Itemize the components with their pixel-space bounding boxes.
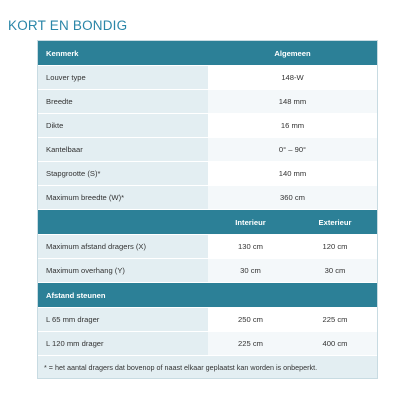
- row-value-interieur: 130 cm: [208, 235, 293, 258]
- table-header-locations: [38, 210, 377, 235]
- row-value: 148 mm: [208, 90, 377, 113]
- row-label: Kantelbaar: [38, 138, 208, 161]
- row-value-interieur: 225 cm: [208, 332, 293, 355]
- row-value: 140 mm: [208, 162, 377, 185]
- page-title: KORT EN BONDIG: [8, 18, 128, 33]
- table-header-supports: [38, 283, 377, 308]
- table-row: [38, 162, 377, 186]
- row-label: L 65 mm drager: [38, 308, 208, 331]
- row-label: Stapgrootte (S)*: [38, 162, 208, 185]
- row-value: 16 mm: [208, 114, 377, 137]
- row-value: 148-W: [208, 66, 377, 89]
- table-row: [38, 138, 377, 162]
- row-value-interieur: 250 cm: [208, 308, 293, 331]
- header-kenmerk: Kenmerk: [38, 41, 208, 65]
- table-row: [38, 235, 377, 259]
- row-value-exterieur: 225 cm: [293, 308, 377, 331]
- table-row: [38, 66, 377, 90]
- header-empty: [38, 210, 208, 234]
- table-row: [38, 332, 377, 356]
- row-value-exterieur: 30 cm: [293, 259, 377, 282]
- row-value-exterieur: 120 cm: [293, 235, 377, 258]
- row-label: Dikte: [38, 114, 208, 137]
- row-value: 360 cm: [208, 186, 377, 209]
- row-value: 0° – 90°: [208, 138, 377, 161]
- row-value-exterieur: 400 cm: [293, 332, 377, 355]
- header-exterieur: Exterieur: [318, 217, 352, 227]
- footnote: * = het aantal dragers dat bovenop of naast elkaar geplaatst kan worden is onbeperkt.: [38, 356, 377, 378]
- table-row: [38, 308, 377, 332]
- table-header-general: [38, 41, 377, 66]
- row-label: Maximum afstand dragers (X): [38, 235, 208, 258]
- row-label: Breedte: [38, 90, 208, 113]
- row-label: Louver type: [38, 66, 208, 89]
- table-row: [38, 259, 377, 283]
- header-afstand-steunen: Afstand steunen: [38, 283, 377, 307]
- table-row: [38, 90, 377, 114]
- row-value-interieur: 30 cm: [208, 259, 293, 282]
- header-algemeen: Algemeen: [274, 48, 311, 58]
- table-row: [38, 114, 377, 138]
- table-row: [38, 186, 377, 210]
- header-interieur: Interieur: [235, 217, 266, 227]
- row-label: Maximum breedte (W)*: [38, 186, 208, 209]
- row-label: L 120 mm drager: [38, 332, 208, 355]
- row-label: Maximum overhang (Y): [38, 259, 208, 282]
- specs-table: [37, 40, 378, 379]
